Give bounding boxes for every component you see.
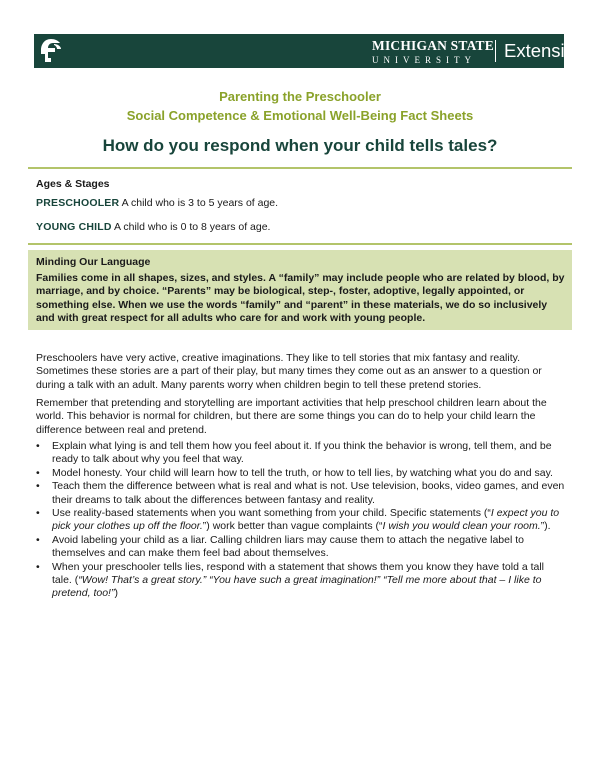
divider-rule — [28, 243, 572, 245]
language-text: Families come in all shapes, sizes, and styles. A “family” may include people who are related by blood, by marriage, and by choice. “Parents” may be biological, step-, foster, adoptive, legally appointed, or something else. When we use the words “family” and “parent” in these materials, we do so inclusively and with great respect for all adults who care for and work with young people. — [36, 272, 565, 325]
list-item: • Explain what lying is and tell them how you feel about it. If you think the behavior is wrong, tell them, and be ready to talk about why you feel that way. — [36, 440, 566, 467]
page-title: How do you respond when your child tells tales? — [102, 136, 498, 155]
example-quote: “Wow! That’s a great story.” “You have such a great imagination!” “Tell me more about that – I like to pretend, too!” — [52, 574, 542, 600]
body-paragraph-1: Preschoolers have very active, creative imaginations. They like to tell stories that mix fantasy and reality. Sometimes these stories are a part of their play, but many times they come out as an answer to a question or during a talk with an adult. Many parents worry when children begin to tell these pretend stories. — [36, 352, 542, 391]
ages-heading: Ages & Stages — [36, 178, 110, 190]
wordmark-top: MICHIGAN STATE — [372, 38, 494, 53]
stage-term: PRESCHOOLER — [36, 197, 120, 209]
list-item: • Teach them the difference between what is real and what is not. Use television, books, video games, and even their dreams to talk about the differences between fantasy and reality. — [36, 480, 566, 507]
series-subtitle: Social Competence & Emotional Well-Being Fact Sheets — [126, 108, 474, 123]
wordmark-divider — [495, 40, 496, 62]
list-item: • Avoid labeling your child as a liar. Calling children liars may cause them to attach the negative label to themselves and can make them feel bad about themselves. — [36, 534, 566, 561]
stage-young-child — [36, 221, 270, 233]
example-quote: I expect you to pick your clothes up off the floor. — [52, 507, 560, 533]
body-paragraph-2: Remember that pretending and storytelling are important activities that help preschool children learn about the world. This behavior is normal for children, but there are some things you can do to help your child learn the difference between real and pretend. — [36, 397, 547, 436]
text-run: ”) work better than vague complaints (“ — [202, 520, 383, 533]
stage-preschooler — [36, 197, 278, 209]
spartan-helmet-icon — [38, 37, 64, 65]
divider-rule — [28, 167, 572, 169]
text-run: When your preschooler tells lies, respond with a statement that shows them you know they have told a tall tale. ( — [52, 560, 545, 587]
wordmark-bottom: UNIVERSITY — [372, 55, 476, 65]
text-run: ) — [114, 587, 118, 600]
stage-desc: A child who is 3 to 5 years of age. — [121, 197, 279, 209]
series-title: Parenting the Preschooler — [219, 89, 381, 104]
msu-extension-header — [34, 34, 586, 68]
text-run: Use reality-based statements when you want something from your child. Specific statements (“ — [52, 507, 491, 520]
msu-wordmark — [372, 39, 494, 66]
text-run: ”). — [540, 520, 551, 533]
stage-term: YOUNG CHILD — [36, 221, 112, 233]
extension-label: Extension — [504, 40, 586, 61]
list-item — [36, 561, 566, 601]
list-item: • Model honesty. Your child will learn how to tell the truth, or how to tell lies, by watching what you do and say. — [36, 467, 566, 480]
example-quote: I wish you would clean your room. — [382, 520, 541, 533]
list-item — [36, 507, 566, 534]
stage-desc: A child who is 0 to 8 years of age. — [114, 221, 271, 233]
minding-language-box — [28, 250, 572, 330]
language-heading: Minding Our Language — [36, 256, 151, 268]
tips-list — [36, 440, 566, 601]
